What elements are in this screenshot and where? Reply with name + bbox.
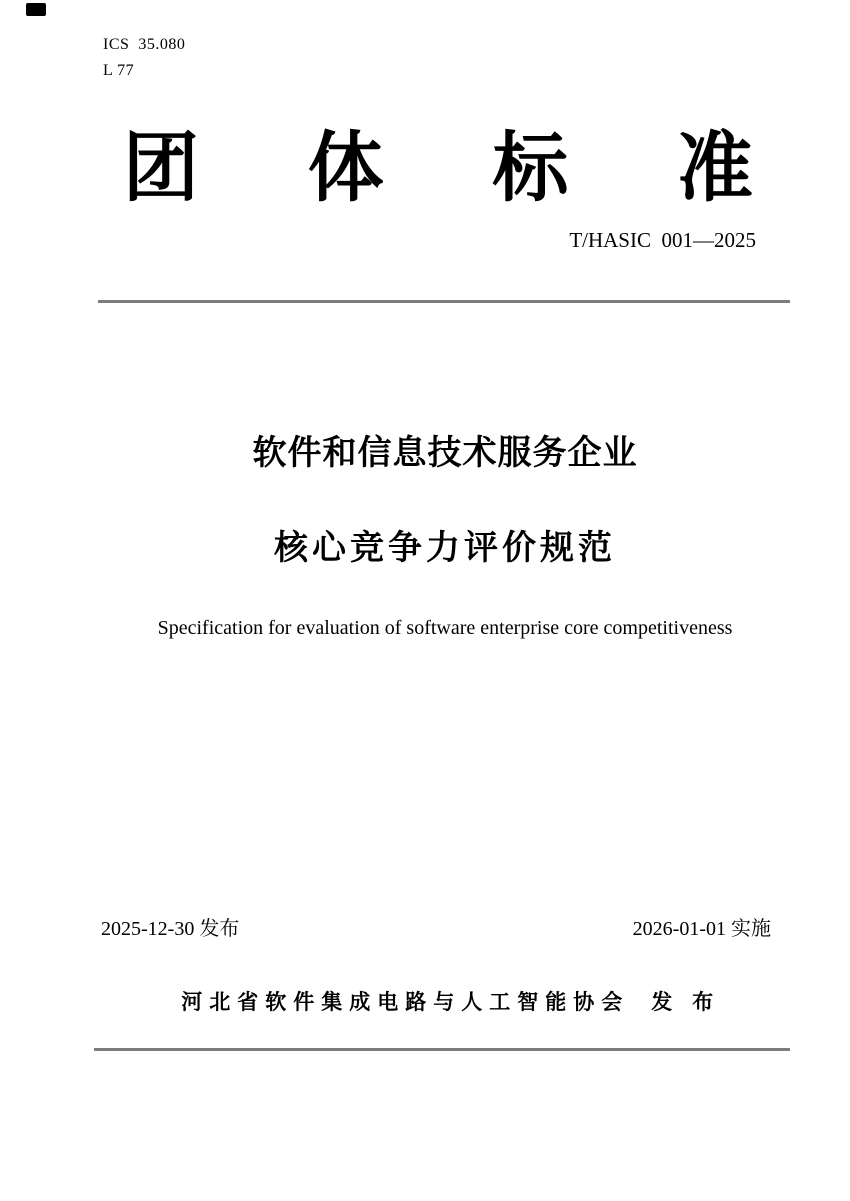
document-type-char-2: 体 [307,127,384,211]
bottom-rule [94,1048,790,1051]
document-type-char-4: 准 [676,127,753,211]
top-rule [98,300,790,303]
implement-date: 2026-01-01 实施 [632,918,771,940]
title-en: Specification for evaluation of software enterprise core competitiveness [157,617,733,639]
document-type-char-1: 团 [123,127,199,211]
dates-row [101,912,771,941]
issue-date: 2025-12-30 发布 [101,918,240,940]
document-type-title [123,126,753,212]
publish-label: 发 布 [651,991,721,1014]
document-type-char-3: 标 [492,127,569,211]
ics-code: ICS 35.080 [103,36,186,53]
title-cn-line2: 核心竞争力评价规范 [274,529,616,567]
classification-code: L 77 [103,62,135,79]
title-cn-line1: 软件和信息技术服务企业 [252,434,638,472]
standard-number: T/HASIC 001—2025 [569,228,756,252]
corner-mark [26,3,46,16]
issuer-row [80,962,770,1040]
issuer-name: 河北省软件集成电路与人工智能协会 [181,991,630,1014]
